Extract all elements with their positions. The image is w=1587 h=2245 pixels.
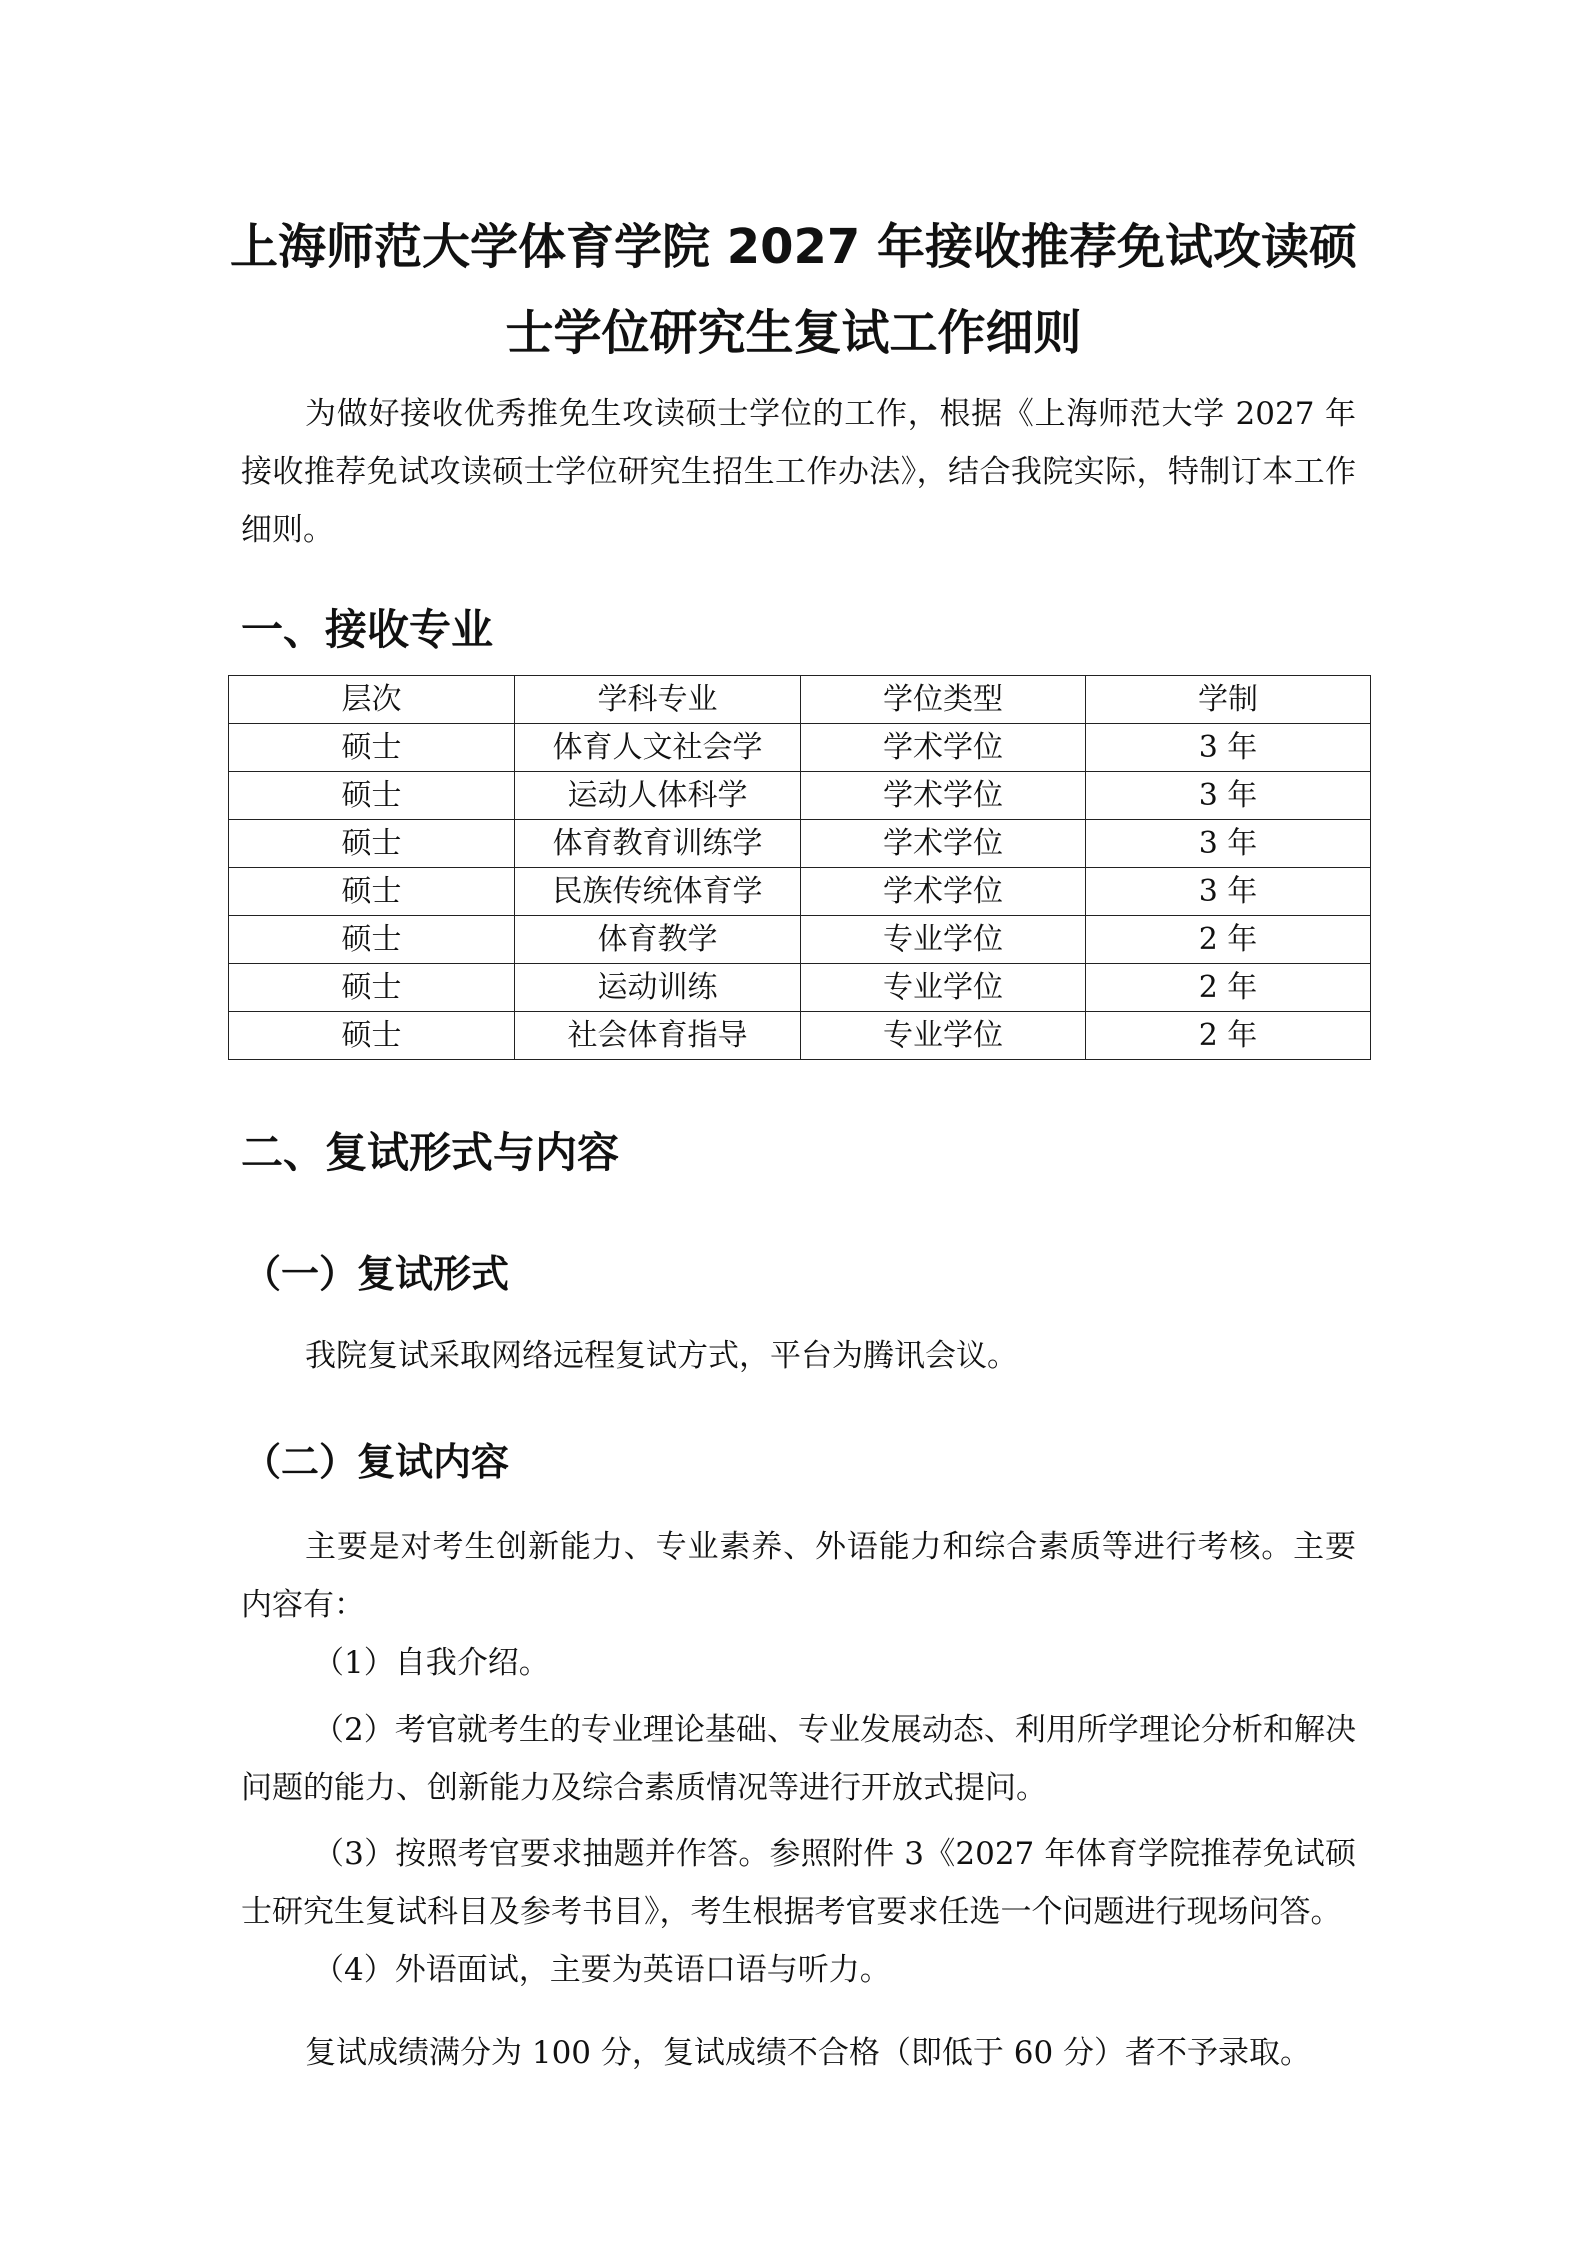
review-content-intro: 主要是对考生创新能力、专业素养、外语能力和综合素质等进行考核。主要内容有： xyxy=(241,1529,1356,1623)
cell-degree-type: 专业学位 xyxy=(801,1012,1086,1060)
cell-level: 硕士 xyxy=(229,772,515,820)
cell-level: 硕士 xyxy=(229,916,515,964)
cell-major: 体育教学 xyxy=(515,916,801,964)
table-row xyxy=(229,868,1371,916)
content-item-1: （1）自我介绍。 xyxy=(313,1645,550,1681)
cell-duration: 2 年 xyxy=(1086,964,1371,1012)
review-format-text: 我院复试采取网络远程复试方式，平台为腾讯会议。 xyxy=(305,1338,1018,1374)
header-degree-type: 学位类型 xyxy=(801,676,1086,724)
cell-duration: 2 年 xyxy=(1086,916,1371,964)
cell-degree-type: 专业学位 xyxy=(801,916,1086,964)
section1-heading: 一、接收专业 xyxy=(241,605,494,654)
document-title-line1: 上海师范大学体育学院 2027 年接收推荐免试攻读硕 xyxy=(229,219,1358,275)
header-major: 学科专业 xyxy=(515,676,801,724)
cell-major: 运动人体科学 xyxy=(515,772,801,820)
cell-major: 体育人文社会学 xyxy=(515,724,801,772)
cell-duration: 3 年 xyxy=(1086,772,1371,820)
cell-degree-type: 学术学位 xyxy=(801,868,1086,916)
table-row xyxy=(229,916,1371,964)
cell-degree-type: 学术学位 xyxy=(801,820,1086,868)
cell-level: 硕士 xyxy=(229,964,515,1012)
header-duration: 学制 xyxy=(1086,676,1371,724)
table-row xyxy=(229,1012,1371,1060)
intro-paragraph: 为做好接收优秀推免生攻读硕士学位的工作，根据《上海师范大学 2027 年接收推荐免试攻读硕士学位研究生招生工作办法》，结合我院实际，特制订本工作细则。 xyxy=(241,396,1356,548)
content-item-4: （4）外语面试，主要为英语口语与听力。 xyxy=(313,1952,891,1988)
cell-level: 硕士 xyxy=(229,820,515,868)
cell-duration: 3 年 xyxy=(1086,868,1371,916)
cell-duration: 3 年 xyxy=(1086,724,1371,772)
header-level: 层次 xyxy=(229,676,515,724)
cell-major: 运动训练 xyxy=(515,964,801,1012)
cell-duration: 2 年 xyxy=(1086,1012,1371,1060)
table-header-row xyxy=(229,676,1371,724)
section2-sub1-heading: （一）复试形式 xyxy=(243,1252,510,1296)
section2-heading: 二、复试形式与内容 xyxy=(241,1128,620,1177)
section2-sub2-heading: （二）复试内容 xyxy=(243,1440,510,1484)
cell-degree-type: 学术学位 xyxy=(801,724,1086,772)
cell-duration: 3 年 xyxy=(1086,820,1371,868)
cell-major: 民族传统体育学 xyxy=(515,868,801,916)
table-row xyxy=(229,772,1371,820)
table-row xyxy=(229,964,1371,1012)
document-title-line2: 士学位研究生复试工作细则 xyxy=(505,305,1082,361)
table-row xyxy=(229,820,1371,868)
score-note: 复试成绩满分为 100 分，复试成绩不合格（即低于 60 分）者不予录取。 xyxy=(305,2035,1312,2071)
cell-major: 体育教育训练学 xyxy=(515,820,801,868)
cell-level: 硕士 xyxy=(229,724,515,772)
content-item-2: （2）考官就考生的专业理论基础、专业发展动态、利用所学理论分析和解决问题的能力、创新能力及综合素质情况等进行开放式提问。 xyxy=(241,1712,1356,1806)
cell-level: 硕士 xyxy=(229,1012,515,1060)
majors-table xyxy=(228,675,1371,1060)
cell-degree-type: 学术学位 xyxy=(801,772,1086,820)
cell-level: 硕士 xyxy=(229,868,515,916)
content-item-3: （3）按照考官要求抽题并作答。参照附件 3《2027 年体育学院推荐免试硕士研究生复试科目及参考书目》，考生根据考官要求任选一个问题进行现场问答。 xyxy=(241,1836,1356,1930)
cell-degree-type: 专业学位 xyxy=(801,964,1086,1012)
table-row xyxy=(229,724,1371,772)
cell-major: 社会体育指导 xyxy=(515,1012,801,1060)
